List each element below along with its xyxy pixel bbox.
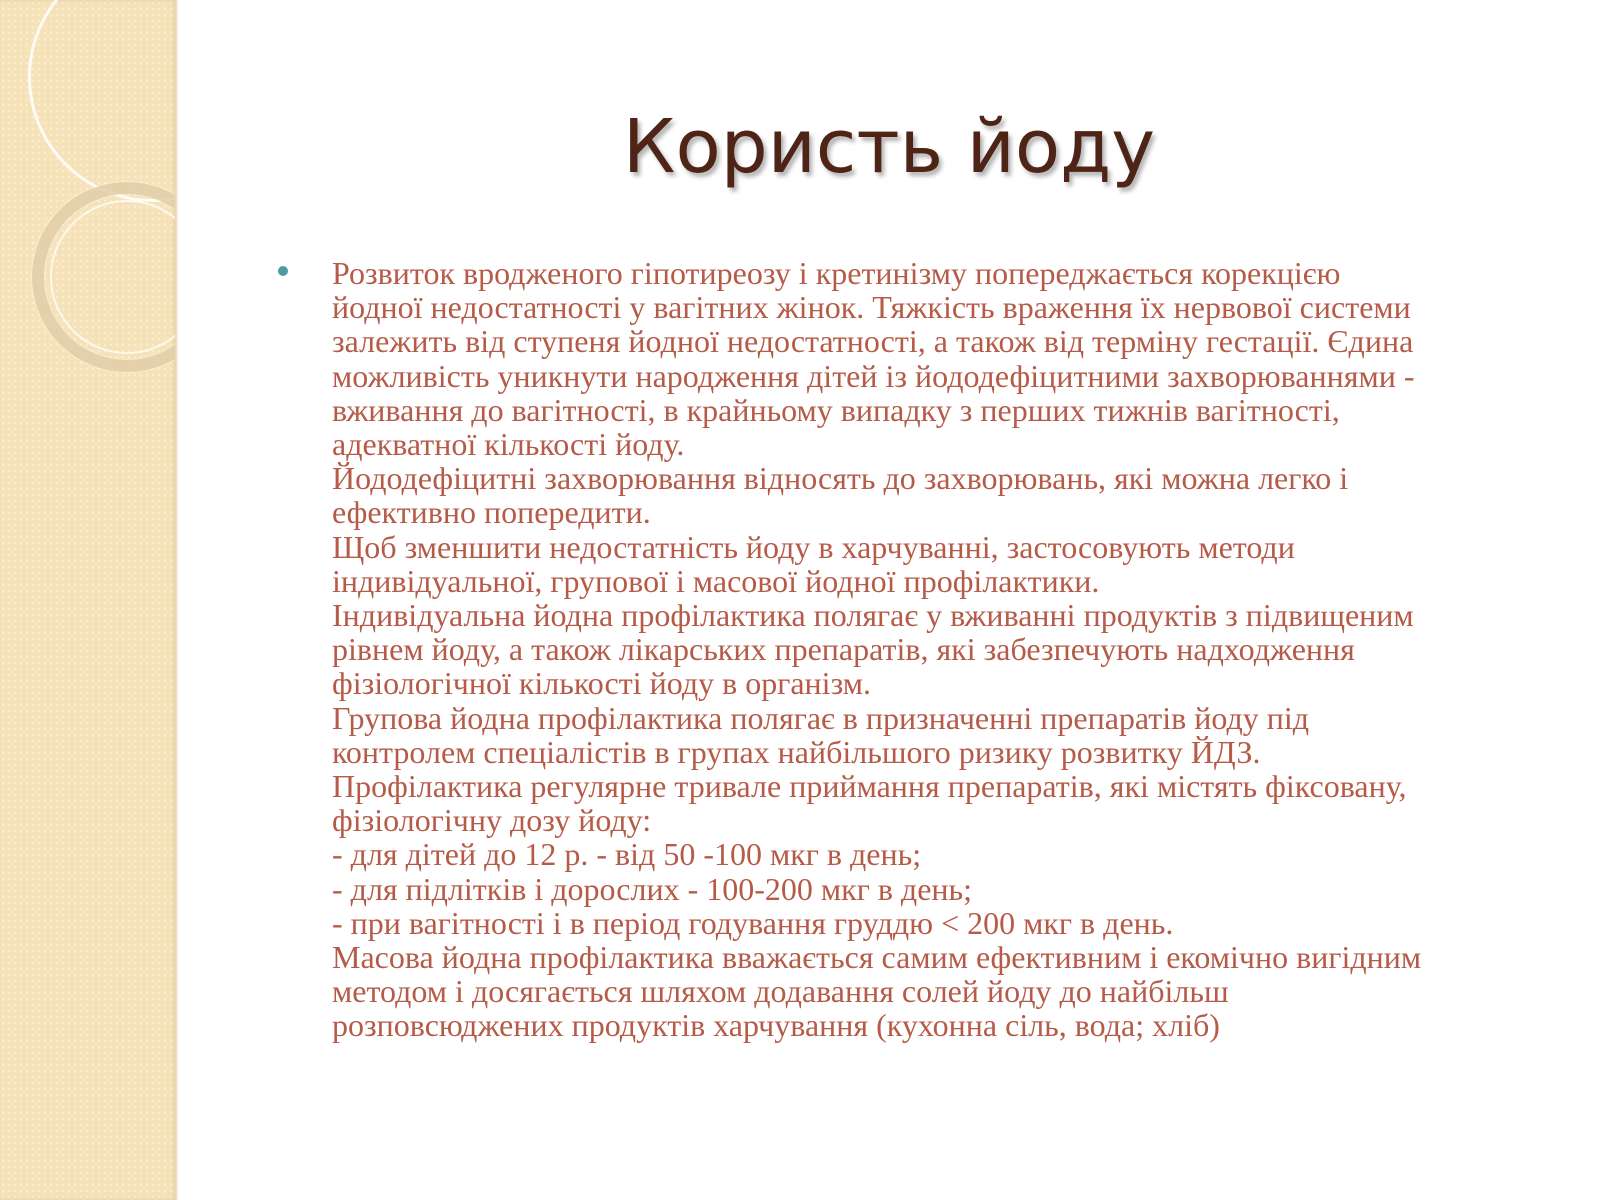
body-line: індивідуальної, групової і масової йодної профілактики. bbox=[332, 562, 1100, 599]
body-line: ефективно попередити. bbox=[332, 494, 651, 531]
body-line: розповсюджених продуктів харчування (кухонна сіль, вода; хліб) bbox=[332, 1007, 1220, 1044]
body-line: фізіологічної кількості йоду в організм. bbox=[332, 665, 871, 702]
body-line: Масова йодна профілактика вважається самим ефективним і екомічно вигідним bbox=[332, 939, 1422, 976]
body-line: Йододефіцитні захворювання відносять до захворювань, які можна легко і bbox=[332, 460, 1349, 497]
body-line: - для дітей до 12 р. - від 50 -100 мкг в день; bbox=[332, 836, 922, 873]
body-line: Щоб зменшити недостатність йоду в харчуванні, застосовують методи bbox=[332, 528, 1295, 565]
body-line: залежить від ступеня йодної недостатності, а також від терміну гестації. Єдина bbox=[332, 323, 1414, 360]
body-line: Групова йодна профілактика полягає в призначенні препаратів йоду під bbox=[332, 699, 1310, 736]
body-line: адекватної кількості йоду. bbox=[332, 426, 685, 463]
bullet-icon bbox=[278, 266, 288, 276]
body-line: - для підлітків і дорослих - 100-200 мкг в день; bbox=[332, 870, 973, 907]
body-line: фізіологічну дозу йоду: bbox=[332, 802, 652, 839]
body-line: Розвиток вродженого гіпотиреозу і кретинізму попереджається корекцією bbox=[332, 255, 1341, 291]
body-line: - при вагітності і в період годування груддю < 200 мкг в день. bbox=[332, 904, 1174, 941]
decorative-rings bbox=[0, 0, 177, 420]
body-paragraph bbox=[332, 256, 1567, 1043]
body-line: йодної недостатності у вагітних жінок. Тяжкість враження їх нервової системи bbox=[332, 289, 1411, 326]
decorative-ring-large bbox=[28, 0, 177, 202]
body-line: контролем спеціалістів в групах найбільшого ризику розвитку ЙДЗ. bbox=[332, 733, 1261, 770]
body-line: можливість уникнути народження дітей із йододефіцитними захворюваннями - bbox=[332, 357, 1415, 394]
decorative-side-panel bbox=[0, 0, 177, 1200]
body-line: рівнем йоду, а також лікарських препаратів, які забезпечують надходження bbox=[332, 631, 1355, 668]
body-line: Профілактика регулярне тривале приймання препаратів, які містять фіксовану, bbox=[332, 768, 1407, 805]
body-line: вживання до вагітності, в крайньому випадку з перших тижнів вагітності, bbox=[332, 391, 1340, 428]
slide-title: Користь йоду bbox=[622, 104, 1156, 190]
body-line: Індивідуальна йодна профілактика полягає у вживанні продуктів з підвищеним bbox=[332, 597, 1414, 634]
body-line: методом і досягається шляхом додавання солей йоду до найбільш bbox=[332, 973, 1229, 1010]
